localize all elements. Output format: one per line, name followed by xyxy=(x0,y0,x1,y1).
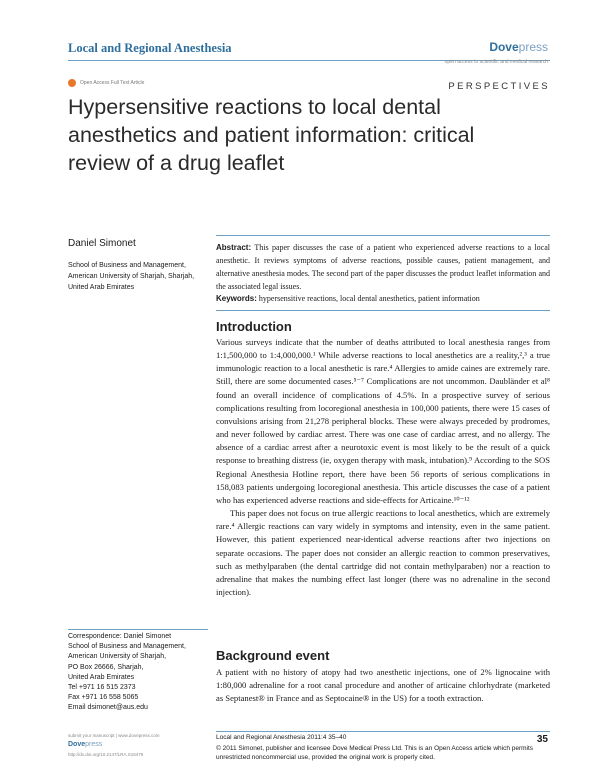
footer-brand-part-b: press xyxy=(85,741,103,748)
introduction-paragraph-1: Various surveys indicate that the number of deaths attributed to local anesthesia ranges from 1:1,500,000 to 1:4,000,000.¹ While adverse reactions to local anesthetics are a reality,²,³ a true immunologic reaction to a local anesthetic is rare.⁴ Allergies to amide caines are extremely rare. Still, there are some documented cases.⁵⁻⁷ Complications are not uncommon. Daubländer et al⁸ found an overall incidence of complications of 4.5%. In a prospective survey of serious complications resulting from locoregional anesthesia in 100,000 patients, there were 15 cases of convulsions arising from 21,278 peripheral blocks. These were always preceded by prodromes, and never followed by cardiac arrest. There was one case of cardiac arrest, and no allergy. The absence of a cardiac arrest after a neurotoxic event is most likely to be the result of a quick response to breathing distress (ie, oxygen therapy with mask, intubation).⁹ According to the SOS Regional Anesthesia Hotline report, there have been 56 reports of serious complications in 158,083 patients undergoing locoregional anesthesia. This article discusses the case of a patient who has experienced adverse reactions and side-effects for Articaine.¹⁰⁻¹² xyxy=(216,337,550,505)
background-heading: Background event xyxy=(216,648,330,663)
background-paragraph: A patient with no history of atopy had two anesthetic injections, one of 2% lignocaine with 1:80,000 adrenaline for a root canal procedure and another of articaine chlorhydrate (marketed as Septanest® in France and as Septocaine® in the US) for a tooth extraction. xyxy=(216,667,550,704)
footer-brand-part-a: Dove xyxy=(68,741,86,748)
journal-name: Local and Regional Anesthesia xyxy=(68,41,232,55)
correspondence-rule xyxy=(68,629,208,630)
footer-citation: Local and Regional Anesthesia 2011:4 35–40 xyxy=(216,734,347,741)
introduction-body xyxy=(216,336,550,599)
correspondence-line: Fax +971 16 558 5065 xyxy=(68,694,139,702)
author-affiliation: School of Business and Management, American University of Sharjah, Sharjah, United Arab Emirates xyxy=(68,262,195,291)
abstract-label: Abstract: xyxy=(216,243,252,252)
correspondence-block xyxy=(68,632,208,714)
article-title: Hypersensitive reactions to local dental anesthetics and patient information: critical review of a drug leaflet xyxy=(68,95,475,175)
submit-manuscript-link[interactable]: submit your manuscript | www.dovepress.com xyxy=(68,733,160,738)
correspondence-line: American University of Sharjah, xyxy=(68,653,167,661)
correspondence-line: PO Box 26666, Sharjah, xyxy=(68,663,144,671)
abstract-bottom-rule xyxy=(216,310,550,311)
abstract-text: This paper discusses the case of a patient who experienced adverse reactions to a local anesthetic. It reviews symptoms of adverse reactions, possible causes, patient management, and alternative anesthesia modes. The second part of the paper discusses the product leaflet information and the associated legal issues. xyxy=(216,243,550,291)
brand-part-b: press xyxy=(518,40,548,54)
abstract-top-rule xyxy=(216,235,550,236)
introduction-heading: Introduction xyxy=(216,319,292,334)
correspondence-line: Correspondence: Daniel Simonet xyxy=(68,633,172,640)
keywords xyxy=(216,293,550,305)
correspondence-email[interactable]: Email dsimonet@aus.edu xyxy=(68,704,148,712)
publisher-tagline: open access to scientific and medical research xyxy=(444,59,548,65)
publisher-logo xyxy=(489,40,548,54)
open-access-badge xyxy=(68,79,144,87)
keywords-text: hypersensitive reactions, local dental anesthetics, patient information xyxy=(258,294,480,303)
correspondence-line: School of Business and Management, xyxy=(68,643,186,651)
open-access-icon xyxy=(68,79,76,87)
correspondence-line: Tel +971 16 515 2373 xyxy=(68,684,136,692)
brand-part-a: Dove xyxy=(489,40,519,54)
introduction-paragraph-2: This paper does not focus on true allergic reactions to local anesthetics, which are extremely rare.⁴ Allergic reactions can vary widely in symptoms and intensity, even in the same patient. However, this patient experienced near-identical adverse reactions after two injections on separate occasions. The paper does not consider an allergic reaction to common preservatives, such as methylparaben (the dental cartridge did not contain methylparaben) nor a reaction to adrenaline that makes the numbing effect last longer (there was no adrenaline in the second injection). xyxy=(216,508,550,597)
correspondence-line: United Arab Emirates xyxy=(68,673,135,681)
doi-link[interactable]: http://dx.doi.org/10.2147/LRA.S16479 xyxy=(68,752,144,757)
author-name: Daniel Simonet xyxy=(68,238,136,249)
abstract xyxy=(216,241,550,293)
open-access-label: Open Access Full Text Article xyxy=(80,80,145,86)
page-number: 35 xyxy=(536,734,548,745)
footer-publisher-logo xyxy=(68,741,102,748)
section-label: PERSPECTIVES xyxy=(448,81,550,92)
footer-rule xyxy=(216,731,550,732)
footer-copyright: © 2011 Simonet, publisher and licensee Dove Medical Press Ltd. This is an Open Access article which permits unrestricted noncommercial use, provided the original work is properly cited. xyxy=(216,745,534,761)
keywords-label: Keywords: xyxy=(216,294,257,303)
